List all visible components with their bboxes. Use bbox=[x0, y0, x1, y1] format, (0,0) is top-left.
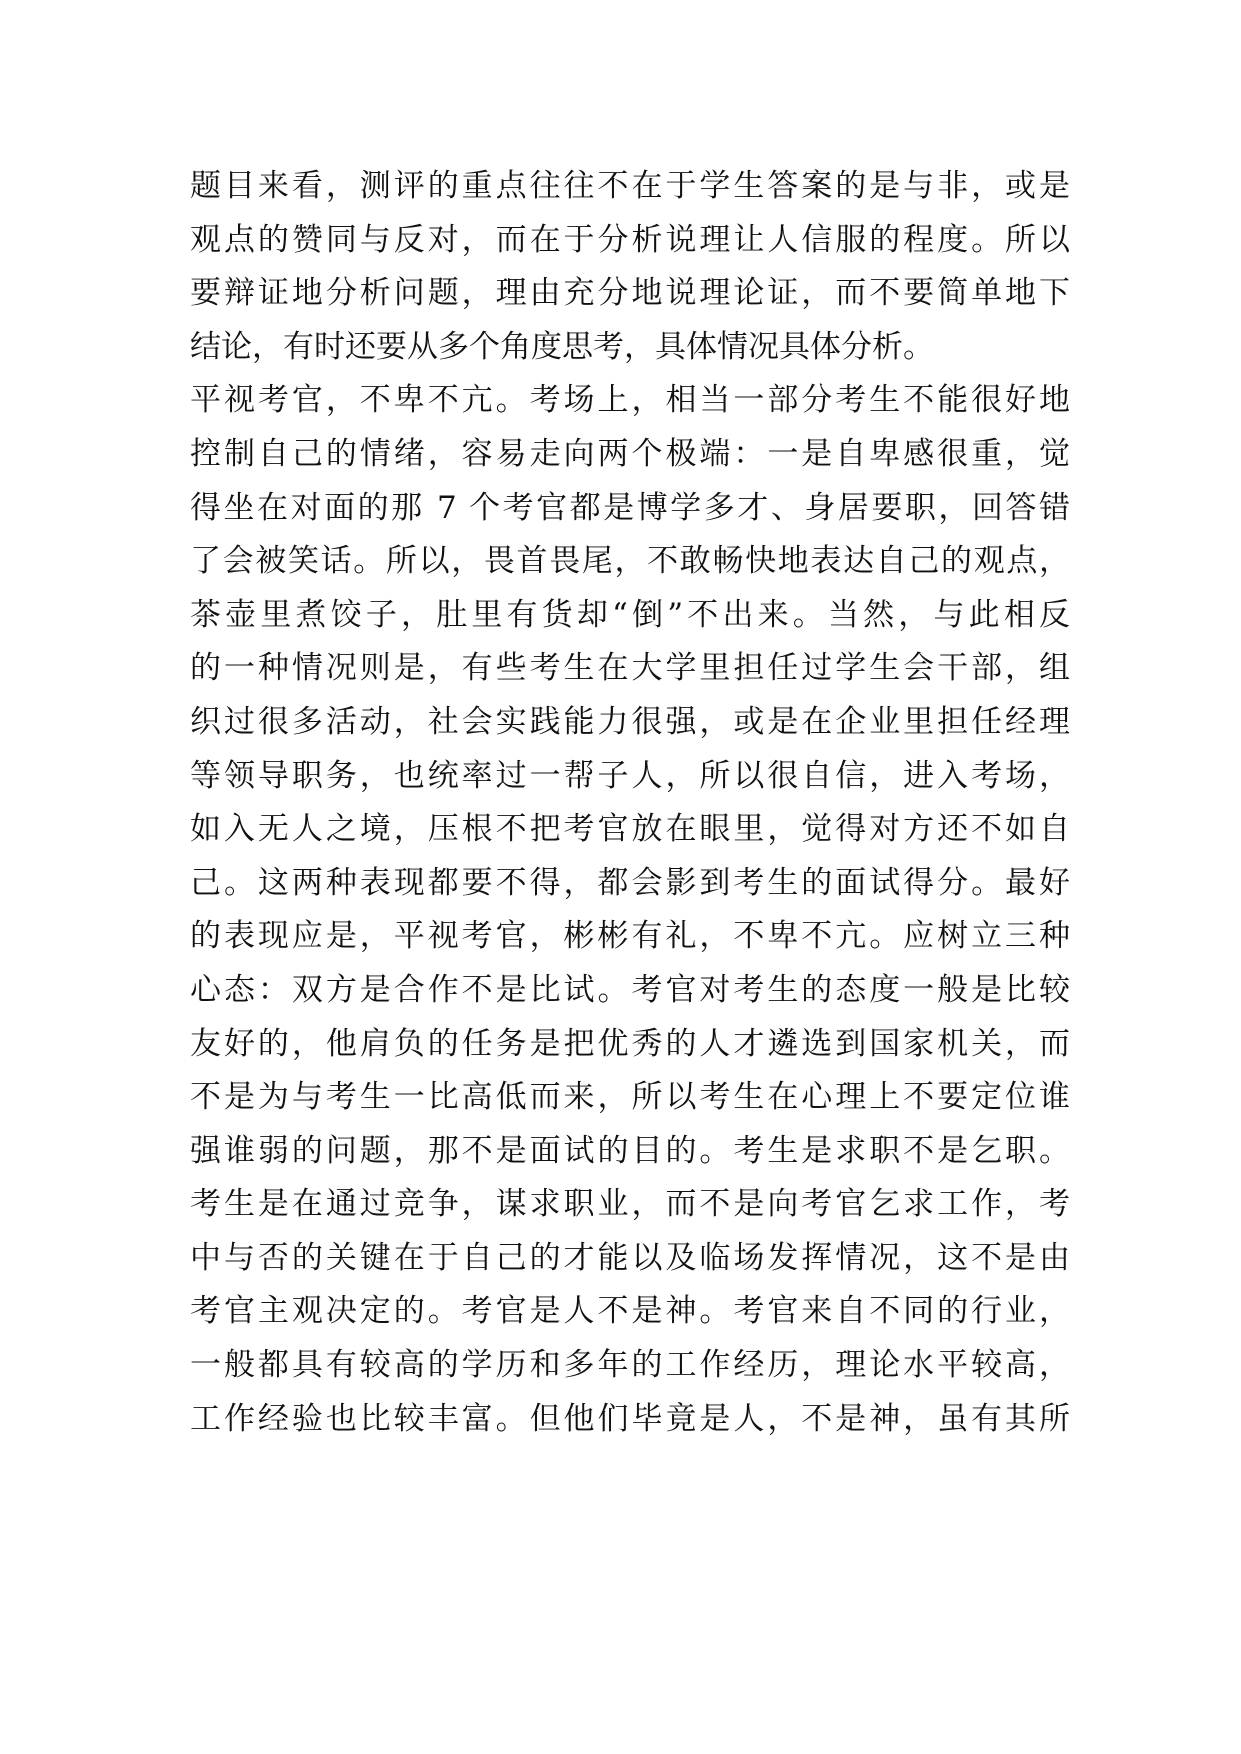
text-line: 不是为与考生一比高低而来，所以考生在心理上不要定位谁 bbox=[190, 1079, 1070, 1116]
text-line: 织过很多活动，社会实践能力很强，或是在企业里担任经理 bbox=[190, 703, 1070, 740]
text-line: 要辩证地分析问题，理由充分地说理论证，而不要简单地下 bbox=[190, 275, 1070, 312]
text-line: 等领导职务，也统率过一帮子人，所以很自信，进入考场， bbox=[190, 757, 1070, 794]
text-line: 观点的赞同与反对，而在于分析说理让人信服的程度。所以 bbox=[190, 221, 1070, 258]
text-line: 考生是在通过竞争，谋求职业，而不是向考官乞求工作，考 bbox=[190, 1186, 1070, 1223]
text-line: 控制自己的情绪，容易走向两个极端：一是自卑感很重，觉 bbox=[190, 435, 1070, 472]
text-line: 的表现应是，平视考官，彬彬有礼，不卑不亢。应树立三种 bbox=[190, 918, 1070, 955]
text-line: 茶壶里煮饺子，肚里有货却“倒”不出来。当然，与此相反 bbox=[190, 596, 1070, 633]
text-line: 己。这两种表现都要不得，都会影到考生的面试得分。最好 bbox=[190, 864, 1070, 901]
text-line: 了会被笑话。所以，畏首畏尾，不敢畅快地表达自己的观点， bbox=[190, 543, 1070, 580]
body-text bbox=[190, 160, 1070, 1446]
text-line: 一般都具有较高的学历和多年的工作经历，理论水平较高， bbox=[190, 1347, 1070, 1384]
text-line: 的一种情况则是，有些考生在大学里担任过学生会干部，组 bbox=[190, 650, 1070, 687]
text-line: 中与否的关键在于自己的才能以及临场发挥情况，这不是由 bbox=[190, 1239, 1070, 1276]
text-line: 强谁弱的问题，那不是面试的目的。考生是求职不是乞职。 bbox=[190, 1132, 1070, 1169]
text-line: 心态：双方是合作不是比试。考官对考生的态度一般是比较 bbox=[190, 971, 1070, 1008]
text-line: 考官主观决定的。考官是人不是神。考官来自不同的行业， bbox=[190, 1293, 1070, 1330]
text-line: 如入无人之境，压根不把考官放在眼里，觉得对方还不如自 bbox=[190, 811, 1070, 848]
text-line: 平视考官，不卑不亢。考场上，相当一部分考生不能很好地 bbox=[190, 382, 1070, 419]
text-line: 题目来看，测评的重点往往不在于学生答案的是与非，或是 bbox=[190, 168, 1070, 204]
text-line: 工作经验也比较丰富。但他们毕竟是人，不是神，虽有其所 bbox=[190, 1400, 1070, 1437]
text-line: 友好的，他肩负的任务是把优秀的人才遴选到国家机关，而 bbox=[190, 1025, 1070, 1062]
text-line: 结论，有时还要从多个角度思考，具体情况具体分析。 bbox=[190, 328, 934, 365]
text-line: 得坐在对面的那 7 个考官都是博学多才、身居要职，回答错 bbox=[190, 489, 1070, 526]
